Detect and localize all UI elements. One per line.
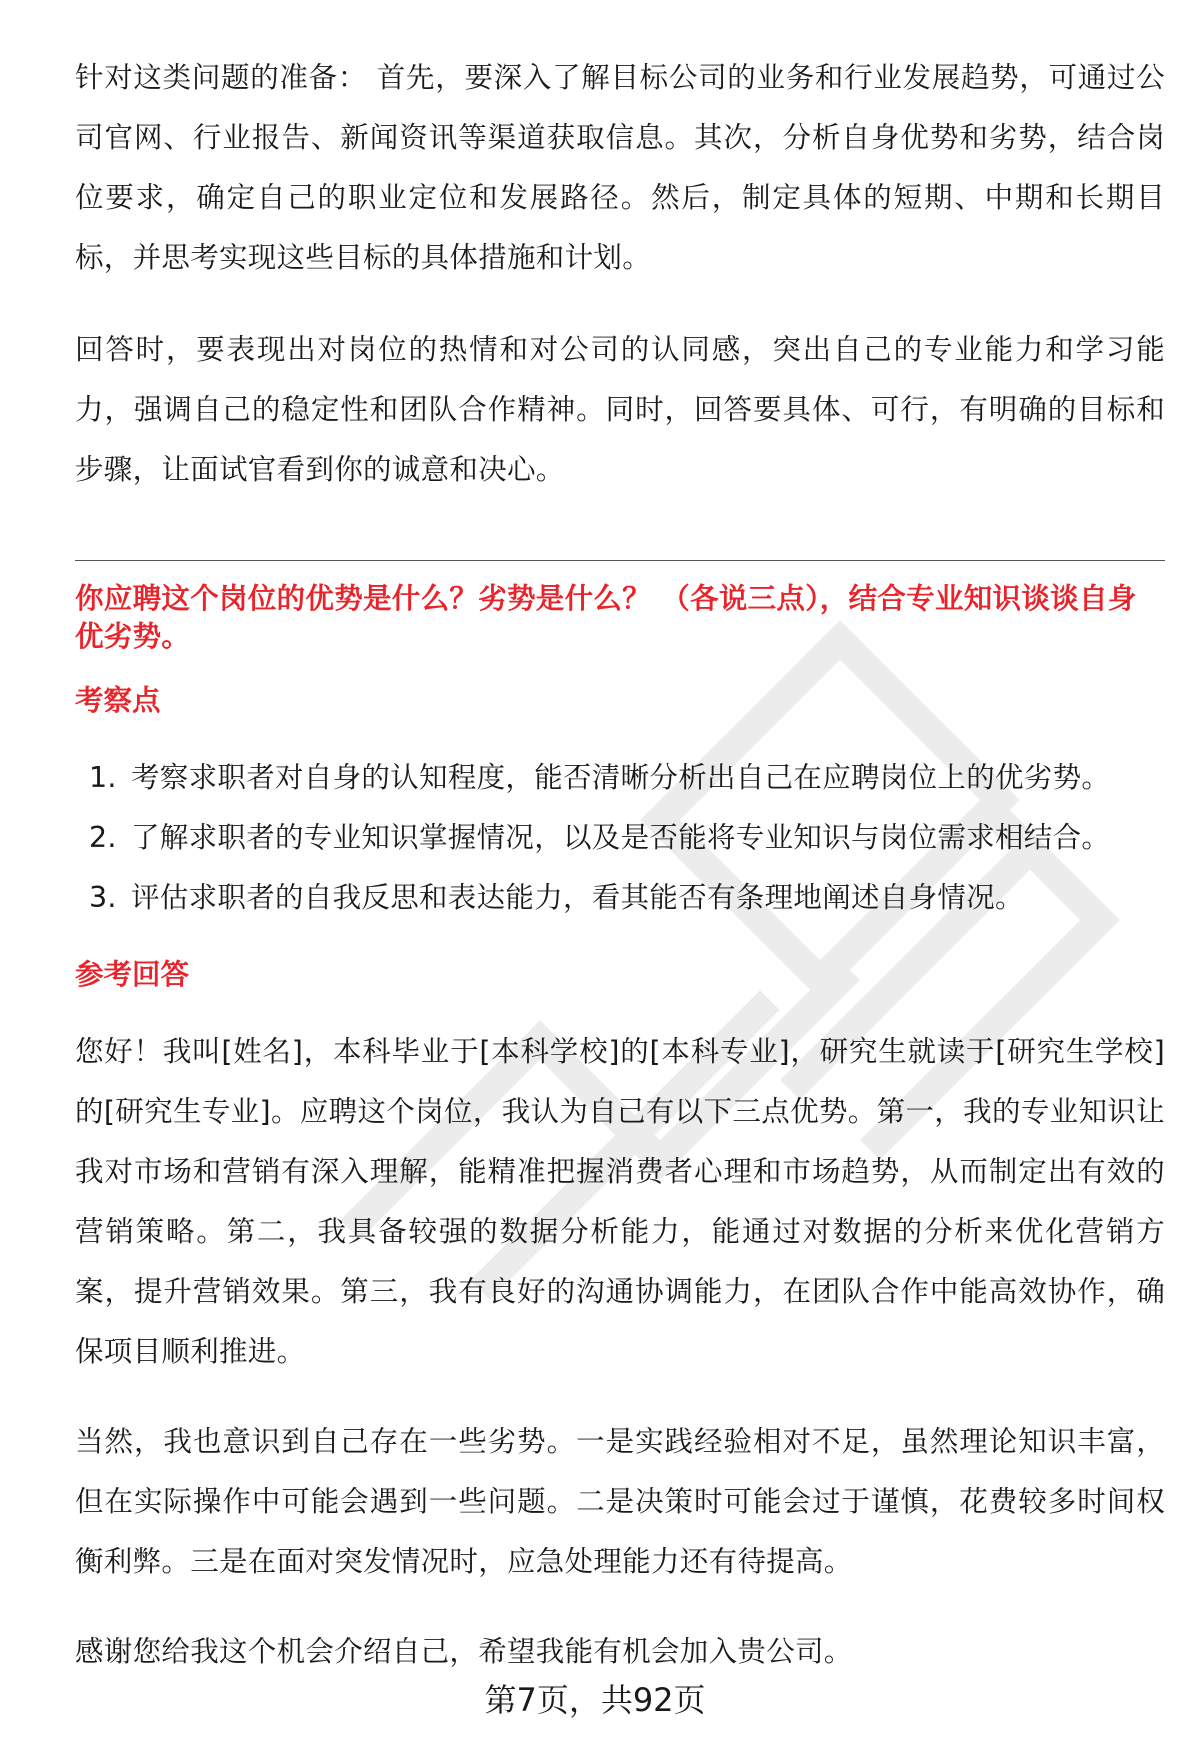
assessment-heading: 考察点 <box>75 684 161 717</box>
list-item-text: 了解求职者的专业知识掌握情况，以及是否能将专业知识与岗位需求相结合。 <box>131 821 1111 854</box>
intro-paragraph-answering: 回答时，要表现出对岗位的热情和对公司的认同感，突出自己的专业能力和学习能力，强调自己的稳定性和团队合作精神。同时，回答要具体、可行，有明确的目标和步骤，让面试官看到你的诚意和决心。 <box>75 333 1165 486</box>
list-item-number: 1. <box>89 761 117 794</box>
page-number: 第7页，共92页 <box>484 1681 706 1719</box>
list-item-number: 3. <box>89 881 117 914</box>
list-item-text: 考察求职者对自身的认知程度，能否清晰分析出自己在应聘岗位上的优劣势。 <box>131 761 1111 794</box>
list-item <box>89 808 1110 868</box>
section-divider <box>75 560 1165 561</box>
answer-heading: 参考回答 <box>75 958 190 991</box>
answer-paragraph-weaknesses: 当然，我也意识到自己存在一些劣势。一是实践经验相对不足，虽然理论知识丰富，但在实际操作中可能会遇到一些问题。二是决策时可能会过于谨慎，花费较多时间权衡利弊。三是在面对突发情况时，应急处理能力还有待提高。 <box>75 1425 1165 1578</box>
list-item-number: 2. <box>89 821 117 854</box>
list-item <box>89 748 1110 808</box>
intro-paragraph-preparation: 针对这类问题的准备： 首先，要深入了解目标公司的业务和行业发展趋势，可通过公司官网、行业报告、新闻资讯等渠道获取信息。其次，分析自身优势和劣势，结合岗位要求，确定自己的职业定位和发展路径。然后，制定具体的短期、中期和长期目标，并思考实现这些目标的具体措施和计划。 <box>75 61 1165 274</box>
list-item-text: 评估求职者的自我反思和表达能力，看其能否有条理地阐述自身情况。 <box>131 881 1024 914</box>
question-title: 你应聘这个岗位的优势是什么？劣势是什么？ （各说三点），结合专业知识谈谈自身优劣势。 <box>75 582 1137 653</box>
list-item <box>89 868 1110 928</box>
answer-paragraph-strengths: 您好！我叫[姓名]，本科毕业于[本科学校]的[本科专业]，研究生就读于[研究生学校]的[研究生专业]。应聘这个岗位，我认为自己有以下三点优势。第一，我的专业知识让我对市场和营销有深入理解，能精准把握消费者心理和市场趋势，从而制定出有效的营销策略。第二，我具备较强的数据分析能力，能通过对数据的分析来优化营销方案，提升营销效果。第三，我有良好的沟通协调能力，在团队合作中能高效协作，确保项目顺利推进。 <box>75 1035 1165 1368</box>
answer-paragraph-closing: 感谢您给我这个机会介绍自己，希望我能有机会加入贵公司。 <box>75 1635 853 1668</box>
assessment-list <box>89 748 1110 928</box>
